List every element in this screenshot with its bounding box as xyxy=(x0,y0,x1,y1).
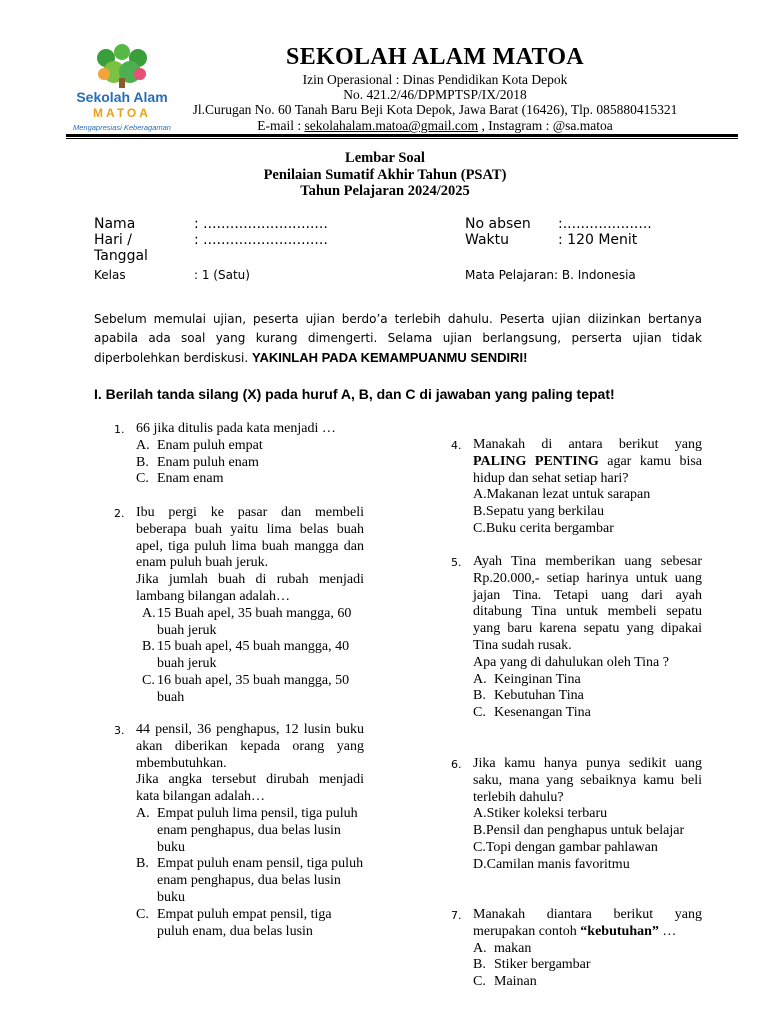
instructions-bold: YAKINLAH PADA KEMAMPUANMU SENDIRI! xyxy=(252,350,528,365)
option-c[interactable]: C. Empat puluh empat pensil, tiga puluh enam, dua belas lusin xyxy=(136,906,332,939)
logo-line-2: MATOA xyxy=(93,106,151,120)
option-c[interactable]: C. Kesenangan Tina xyxy=(473,705,591,721)
option-a[interactable]: A. 15 Buah apel, 35 buah mangga, 60 buah jeruk xyxy=(142,605,352,638)
header-address: Jl.Curugan No. 60 Tanah Baru Beji Kota Depok, Jawa Barat (16426), Tlp. 085880415321 xyxy=(192,102,678,117)
absen-value: :.................... xyxy=(558,216,652,232)
hari-value: : ............................ xyxy=(194,232,328,248)
doc-year: Tahun Pelajaran 2024/2025 xyxy=(300,183,470,199)
option-a[interactable]: A. Keinginan Tina xyxy=(473,671,581,687)
question-text: 66 jika ditulis pada kata menjadi … xyxy=(136,421,336,436)
header-permit: Izin Operasional : Dinas Pendidikan Kota Depok xyxy=(302,72,568,87)
option-b[interactable]: B. Stiker bergambar xyxy=(473,957,591,973)
question-number: 4. xyxy=(451,439,462,452)
header-rule-thin xyxy=(66,138,738,139)
option-a[interactable]: A. Enam puluh empat xyxy=(136,437,263,453)
email-label: E-mail : xyxy=(257,118,305,133)
question-text: 44 pensil, 36 penghapus, 12 lusin buku akan diberikan kepada orang yang mbembutuhkan. xyxy=(136,722,364,771)
question-text: Manakah diantara berikut yang merupakan contoh “kebutuhan” … xyxy=(473,907,702,939)
question-prompt: Jika angka tersebut dirubah menjadi kata bilangan adalah… xyxy=(136,772,364,805)
nama-value: : ............................ xyxy=(194,216,328,232)
school-logo xyxy=(62,40,182,136)
question-7 xyxy=(451,907,702,991)
question-6 xyxy=(451,756,702,874)
instructions-text: Sebelum memulai ujian, peserta ujian berdo’a terlebih dahulu. Peserta ujian diizinkan bertanya apabila ada soal yang kurang dimengerti. Selama ujian berlangsung, perserta ujian tidak diperbolehkan berdiskusi. xyxy=(94,312,702,365)
question-number: 5. xyxy=(451,556,462,569)
question-text: Jika kamu hanya punya sedikit uang saku, mana yang sebaiknya kamu beli terlebih dahulu? xyxy=(473,756,702,805)
question-number: 7. xyxy=(451,909,462,922)
option-b[interactable]: B. Empat puluh enam pensil, tiga puluh enam penghapus, dua belas lusin buku xyxy=(136,856,364,905)
header-rule-thick xyxy=(66,134,738,137)
option-b[interactable]: B.Pensil dan penghapus untuk belajar xyxy=(473,823,685,839)
school-name: SEKOLAH ALAM MATOA xyxy=(286,44,584,70)
option-a[interactable]: A.Stiker koleksi terbaru xyxy=(473,806,608,822)
doc-subtitle: Penilaian Sumatif Akhir Tahun (PSAT) xyxy=(263,167,507,183)
hari-label: Hari / Tanggal xyxy=(94,232,148,264)
option-b[interactable]: B. Kebutuhan Tina xyxy=(473,688,584,704)
option-c[interactable]: C.Topi dengan gambar pahlawan xyxy=(473,839,658,855)
nama-label: Nama xyxy=(94,216,136,232)
option-b[interactable]: B. 15 buah apel, 45 buah mangga, 40 buah jeruk xyxy=(142,639,350,672)
question-text: Ayah Tina memberikan uang sebesar Rp.20.000,- setiap harinya untuk uang jajan Tina. Tetapi uang dari ayah ditabung Tina untuk membeli sepatu yang baru karena sepatu yang dipakai Tina sudah rusak. xyxy=(473,554,702,653)
question-number: 1. xyxy=(114,423,125,436)
question-2 xyxy=(114,505,364,707)
question-number: 2. xyxy=(114,507,125,520)
question-1 xyxy=(114,421,364,488)
mapel-text: Mata Pelajaran: B. Indonesia xyxy=(465,268,636,282)
option-d[interactable]: D.Camilan manis favoritmu xyxy=(473,856,630,872)
question-4 xyxy=(451,437,702,538)
logo-tagline: Mengapresiasi Keberagaman xyxy=(73,123,171,132)
email-link[interactable]: sekolahalam.matoa@gmail.com xyxy=(304,118,479,133)
question-prompt: Apa yang di dahulukan oleh Tina ? xyxy=(473,654,669,670)
kelas-label: Kelas xyxy=(94,268,126,282)
absen-label: No absen xyxy=(465,216,531,232)
option-b[interactable]: B. Enam puluh enam xyxy=(136,454,259,470)
question-5 xyxy=(451,554,702,722)
question-number: 3. xyxy=(114,724,125,737)
kelas-value: : 1 (Satu) xyxy=(194,268,250,282)
waktu-value: : 120 Menit xyxy=(558,232,638,248)
question-text: Manakah di antara berikut yang PALING PENTING agar kamu bisa hidup dan sehat setiap hari? xyxy=(473,437,702,486)
option-a[interactable]: A. Empat puluh lima pensil, tiga puluh enam penghapus, dua belas lusin buku xyxy=(136,805,358,855)
question-number: 6. xyxy=(451,758,462,771)
doc-title: Lembar Soal xyxy=(345,150,425,166)
question-prompt: Jika jumlah buah di rubah menjadi lambang bilangan adalah… xyxy=(136,572,364,604)
header-contact xyxy=(180,118,690,135)
option-c[interactable]: C. Mainan xyxy=(473,974,537,990)
instructions xyxy=(94,310,702,368)
option-a[interactable]: A. makan xyxy=(473,940,532,956)
question-3 xyxy=(114,722,364,940)
option-a[interactable]: A.Makanan lezat untuk sarapan xyxy=(473,487,651,503)
option-c[interactable]: C. 16 buah apel, 35 buah mangga, 50 buah xyxy=(142,672,350,705)
option-c[interactable]: C. Enam enam xyxy=(136,471,224,487)
logo-line-1: Sekolah Alam xyxy=(76,89,168,105)
option-c[interactable]: C.Buku cerita bergambar xyxy=(473,520,614,536)
option-b[interactable]: B.Sepatu yang berkilau xyxy=(473,504,605,520)
header-number: No. 421.2/46/DPMPTSP/IX/2018 xyxy=(343,87,527,102)
waktu-label: Waktu xyxy=(465,232,509,248)
instagram-text: , Instagram : @sa.matoa xyxy=(478,118,613,133)
question-text: Ibu pergi ke pasar dan membeli beberapa buah yaitu lima belas buah apel, tiga puluh lima buah mangga dan enam puluh buah jeruk. xyxy=(136,505,364,571)
section-title: I. Berilah tanda silang (X) pada huruf A, B, dan C di jawaban yang paling tepat! xyxy=(94,386,615,402)
